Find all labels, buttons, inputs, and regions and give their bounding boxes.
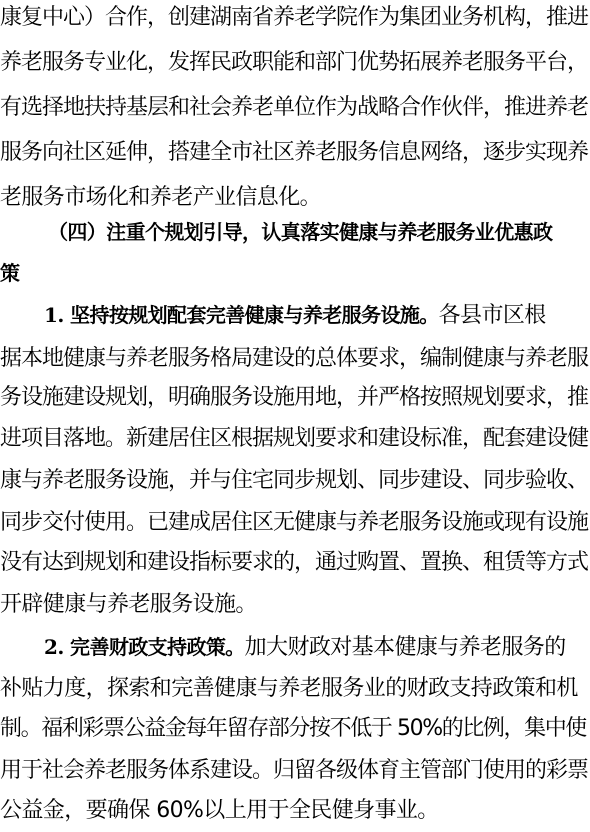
paragraph-line: 进项目落地。新建居住区根据规划要求和建设标准，配套建设健: [0, 426, 589, 451]
paragraph-line: 补贴力度，探索和完善健康与养老服务业的财政支持政策和机: [0, 676, 578, 701]
paragraph-line: 据本地健康与养老服务格局建设的总体要求，编制健康与养老服: [0, 346, 589, 371]
paragraph-line: 有选择地扶持基层和社会养老单位作为战略合作伙伴，推进养老: [0, 95, 589, 120]
paragraph-line: 服务向社区延伸，搭建全市社区养老服务信息网络，逐步实现养: [0, 140, 589, 165]
item-1-lead: 1. 坚持按规划配套完善健康与养老服务设施。: [44, 303, 439, 327]
item-1-first-line: [44, 301, 546, 330]
paragraph-line: 康复中心）合作，创建湖南省养老学院作为集团业务机构，推进: [0, 5, 589, 30]
item-2-first-line: [44, 633, 566, 662]
paragraph-line: 务设施建设规划，明确服务设施用地，并严格按照规划要求，推: [0, 385, 589, 410]
paragraph-line: 开辟健康与养老服务设施。: [0, 592, 257, 617]
item-2-text: 加大财政对基本健康与养老服务的: [244, 635, 566, 660]
paragraph-line: 康与养老服务设施，并与住宅同步规划、同步建设、同步验收、: [0, 468, 589, 493]
paragraph-line: 同步交付使用。已建成居住区无健康与养老服务设施或现有设施: [0, 510, 589, 535]
paragraph-line: 养老服务专业化，发挥民政职能和部门优势拓展养老服务平台，: [0, 50, 589, 75]
paragraph-line: 老服务市场化和养老产业信息化。: [0, 185, 322, 210]
item-1-text: 各县市区根: [438, 303, 546, 328]
section-heading-continued: 策: [0, 261, 20, 285]
item-2-lead: 2. 完善财政支持政策。: [44, 635, 245, 659]
paragraph-line: 制。福利彩票公益金每年留存部分按不低于 50%的比例，集中使: [0, 716, 586, 741]
section-heading: （四）注重个规划引导，认真落实健康与养老服务业优惠政: [48, 220, 553, 244]
paragraph-line: 用于社会养老服务体系建设。归留各级体育主管部门使用的彩票: [0, 758, 589, 783]
paragraph-line: 没有达到规划和建设指标要求的，通过购置、置换、租赁等方式: [0, 550, 589, 575]
paragraph-line: 公益金，要确保 60%以上用于全民健身事业。: [0, 798, 439, 823]
